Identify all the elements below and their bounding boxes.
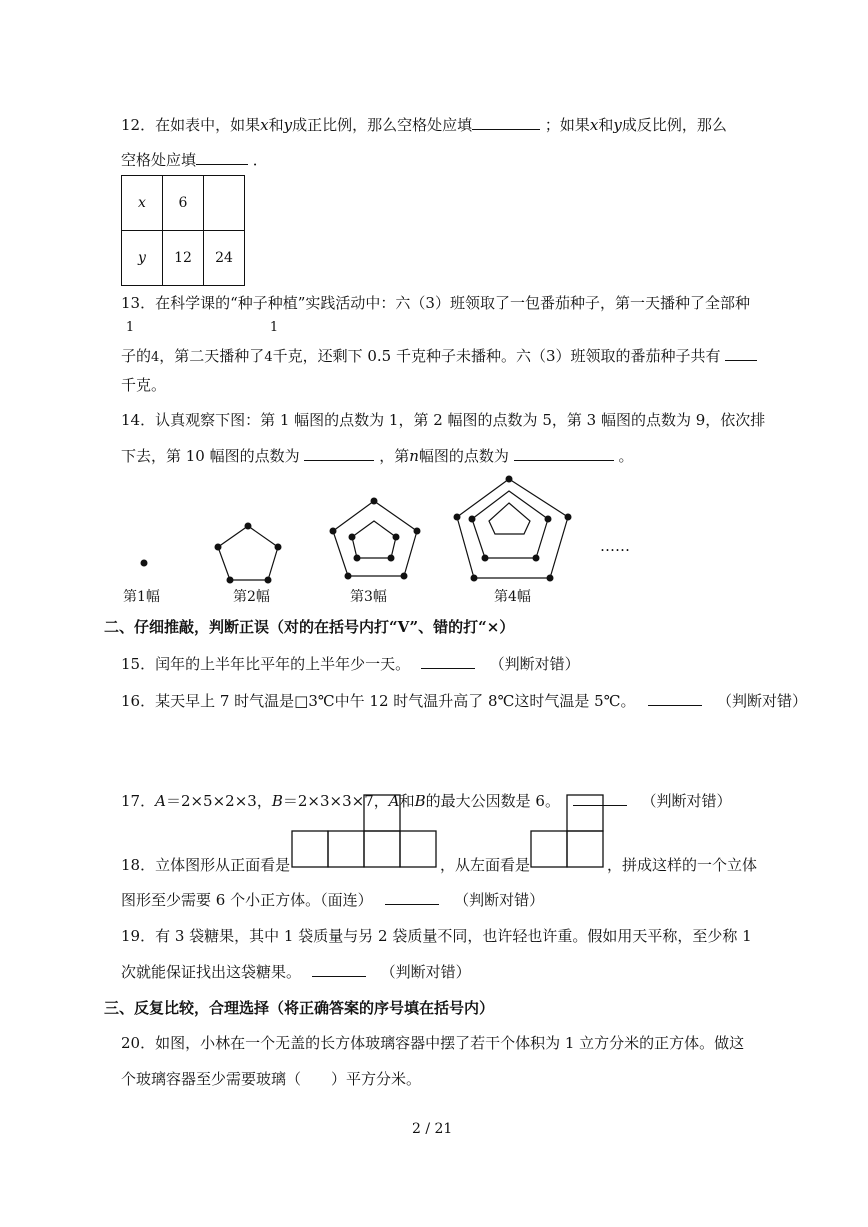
q12-text5: 空格处应填 <box>121 151 197 169</box>
q17-text: 17． <box>121 792 156 810</box>
var-a: A <box>388 792 400 810</box>
q12-text: 12．在如表中，如果 <box>121 116 261 134</box>
figure-label: 第1幅 <box>123 589 160 605</box>
q19-line2 <box>121 960 471 982</box>
xy-table <box>121 175 245 286</box>
var-b: B <box>414 792 426 810</box>
judge-tag: （判断对错） <box>454 891 545 909</box>
var-a: A <box>155 792 166 810</box>
q17-text: ＝2×5×2×3， <box>165 792 272 810</box>
answer-blank[interactable] <box>725 344 757 361</box>
q18-text: 18．立体图形从正面看是 <box>121 856 291 874</box>
table-cell-blank <box>204 176 245 231</box>
q14-line2 <box>121 444 633 466</box>
q14-text: 下去，第 10 幅图的点数为 <box>121 447 300 465</box>
answer-blank[interactable] <box>648 689 702 706</box>
q18-line1b: ，从左面看是 <box>440 856 531 874</box>
q12-line1 <box>121 113 727 135</box>
q13-text: 千克，还剩下 0.5 千克种子未播种。六（3）班领取的番茄种子共有 <box>272 347 721 365</box>
q18-line2 <box>121 888 544 910</box>
q17-text: 和 <box>399 792 415 810</box>
fraction-numerator: 1 <box>269 320 279 335</box>
judge-tag: （判断对错） <box>641 792 732 810</box>
q12-text2: 成正比例，那么空格处应填 <box>292 116 473 134</box>
q20-line1: 20．如图，小林在一个无盖的长方体玻璃容器中摆了若干个体积为 1 立方分米的正方体。做这 <box>121 1034 745 1052</box>
q15 <box>121 652 580 674</box>
fraction-denominator: 4 <box>264 350 273 365</box>
table-row <box>122 176 245 231</box>
section-heading: 二、仔细推敲，判断正误（对的在括号内打“V”、错的打“×） <box>104 618 515 636</box>
q18-line1c: ，拼成这样的一个立体 <box>607 856 758 874</box>
table-cell: x <box>122 176 163 231</box>
q15-text: 15．闰年的上半年比平年的上半年少一天。 <box>121 655 411 673</box>
q12-and: 和 <box>268 116 284 134</box>
table-cell: 6 <box>163 176 204 231</box>
q14-line1: 14．认真观察下图：第 1 幅图的点数为 1，第 2 幅图的点数为 5，第 3 幅图的点数为 9，依次排 <box>121 411 766 429</box>
figure-label: 第4幅 <box>494 589 531 605</box>
q18-text: 图形至少需要 6 个小正方体。（面连） <box>121 891 373 909</box>
table-cell: 24 <box>204 231 245 286</box>
q12-and: 和 <box>598 116 614 134</box>
judge-tag: （判断对错） <box>380 963 471 981</box>
figure-label: 第3幅 <box>350 589 387 605</box>
fraction <box>269 320 279 335</box>
q18-line1 <box>121 854 290 875</box>
q19-text: 次就能保证找出这袋糖果。 <box>121 963 302 981</box>
judge-tag: （判断对错） <box>489 655 580 673</box>
q14-text: 。 <box>618 447 634 465</box>
q17-text: 的最大公因数是 6。 <box>425 792 560 810</box>
q12-line2 <box>121 148 268 170</box>
fraction <box>125 320 135 335</box>
page-number: 2 / 21 <box>412 1121 453 1137</box>
table-cell: y <box>122 231 163 286</box>
q13-line1: 13．在科学课的“种子种植”实践活动中：六（3）班领取了一包番茄种子，第一天播种了全部种 <box>121 294 750 312</box>
q12-text4: 成反比例，那么 <box>621 116 727 134</box>
answer-blank[interactable] <box>514 444 614 461</box>
judge-tag: （判断对错） <box>717 692 808 710</box>
q17-text: ＝2×3×3×7， <box>282 792 389 810</box>
q14-text: ，第 <box>379 447 410 465</box>
fraction-numerator: 1 <box>125 320 135 335</box>
q16-text: 16．某天早上 7 时气温是□3℃中午 12 时气温升高了 8℃这时气温是 5℃。 <box>121 692 636 710</box>
answer-blank[interactable] <box>304 444 374 461</box>
q13-line2 <box>121 344 757 366</box>
q13-line3: 千克。 <box>121 376 167 394</box>
figure-label: 第2幅 <box>233 589 270 605</box>
q13-text: ，第二天播种了 <box>159 347 265 365</box>
q14-text: 幅图的点数为 <box>418 447 509 465</box>
var-n: n <box>409 447 419 465</box>
q20-line2: 个玻璃容器至少需要玻璃（ ）平方分米。 <box>121 1070 422 1088</box>
answer-blank[interactable] <box>385 888 439 905</box>
table-row <box>122 231 245 286</box>
ellipsis: …… <box>600 537 630 555</box>
answer-blank[interactable] <box>196 148 248 165</box>
q12-period: ． <box>252 151 268 169</box>
answer-blank[interactable] <box>312 960 366 977</box>
var-y: y <box>283 116 293 134</box>
answer-blank[interactable] <box>421 652 475 669</box>
var-x: x <box>260 116 269 134</box>
section-heading: 三、反复比较，合理选择（将正确答案的序号填在括号内） <box>104 999 495 1017</box>
q16 <box>121 689 807 711</box>
var-y: y <box>613 116 622 134</box>
q12-text3: ；如果 <box>544 116 590 134</box>
pentagon-figures <box>0 470 868 600</box>
table-cell: 12 <box>163 231 204 286</box>
var-x: x <box>589 116 599 134</box>
fraction-denominator: 4 <box>151 350 160 365</box>
q19-line1: 19．有 3 袋糖果，其中 1 袋质量与另 2 袋质量不同，也许轻也许重。假如用天平称，至少称 1 <box>121 927 752 945</box>
answer-blank[interactable] <box>472 113 540 130</box>
var-b: B <box>271 792 283 810</box>
q13-text: 子的 <box>121 347 152 365</box>
